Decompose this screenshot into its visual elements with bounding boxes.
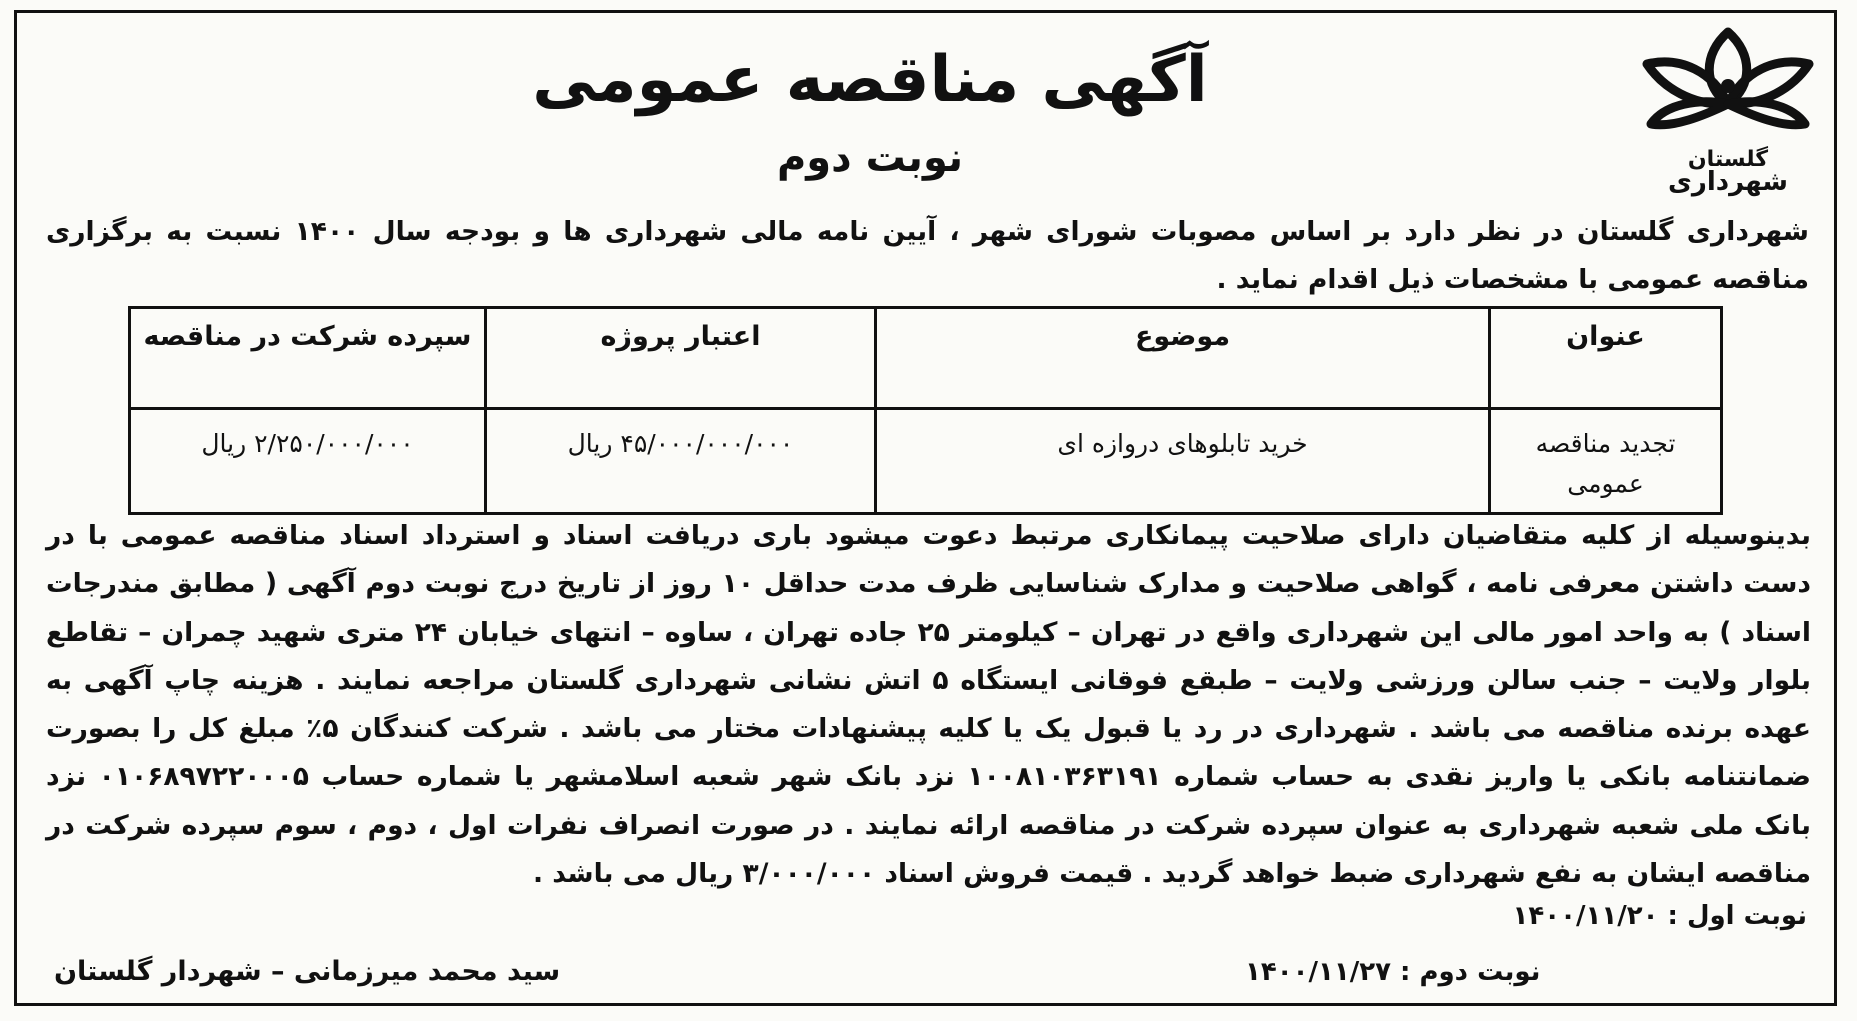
logo-line-1: گلستان [1687, 147, 1769, 172]
cell-subject: خرید تابلوهای دروازه ای [876, 409, 1490, 514]
cell-deposit: ۲/۲۵۰/۰۰۰/۰۰۰ ریال [130, 409, 486, 514]
logo-text [1633, 147, 1823, 197]
page-subtitle: نوبت دوم [776, 135, 964, 181]
header-cell-deposit: سپرده شرکت در مناقصه [130, 308, 486, 409]
header-cell-subject: موضوع [876, 308, 1490, 409]
table-header-row [130, 308, 1722, 409]
cell-budget: ۴۵/۰۰۰/۰۰۰/۰۰۰ ریال [486, 409, 876, 514]
first-round-date: نوبت اول : ۱۴۰۰/۱۱/۲۰ [1512, 901, 1807, 931]
logo-line-2: شهرداری [1668, 167, 1788, 197]
page-title: آگهی مناقصه عمومی [532, 43, 1208, 117]
body-paragraph: بدینوسیله از کلیه متقاضیان دارای صلاحیت پیمانکاری مرتبط دعوت میشود باری دریافت اسناد و استرداد اسناد مناقصه عمومی با در دست داشتن معرفی نامه ، گواهی صلاحیت و مدارک شناسایی ظرف مدت حداقل ۱۰ روز از تاریخ درج نوبت دوم آگهی ( مطابق مندرجات اسناد ) به واحد امور مالی این شهرداری واقع در تهران – کیلومتر ۲۵ جاده تهران ، ساوه – انتهای خیابان ۲۴ متری شهید چمران – تقاطع بلوار ولایت – جنب سالن ورزشی ولایت – طبقع فوقانی ایستگاه ۵ اتش نشانی شهرداری گلستان مراجعه نمایند . هزینه چاپ آگهی به عهده برنده مناقصه می باشد . شهرداری در رد یا قبول یک یا کلیه پیشنهادات مختار می باشد . شرکت کنندگان ۵٪ مبلغ کل را بصورت ضمانتنامه بانکی یا واریز نقدی به حساب شماره ۱۰۰۸۱۰۳۶۳۱۹۱ نزد بانک شهر شعبه اسلامشهر یا شماره حساب ۰۱۰۶۸۹۷۲۲۰۰۰۵ نزد بانک ملی شعبه شهرداری به عنوان سپرده شرکت در مناقصه ارائه نمایند . در صورت انصراف نفرات اول ، دوم ، سوم سپرده شرکت در مناقصه ایشان به نفع شهرداری ضبط خواهد گردید . قیمت فروش اسناد ۳/۰۰۰/۰۰۰ ریال می باشد . [46, 520, 1812, 890]
header-cell-budget: اعتبار پروژه [486, 308, 876, 409]
cell-title: تجدید مناقصه عمومی [1490, 409, 1722, 514]
municipality-logo [1633, 24, 1823, 197]
header-cell-title: عنوان [1490, 308, 1722, 409]
table-row [130, 409, 1722, 514]
signature: سید محمد میرزمانی – شهردار گلستان [54, 956, 561, 987]
flower-logo-icon [1633, 24, 1823, 154]
intro-paragraph: شهرداری گلستان در نظر دارد بر اساس مصوبات شورای شهر ، آیین نامه مالی شهرداری ها و بودجه سال ۱۴۰۰ نسبت به برگزاری مناقصه عمومی با مشخصات ذیل اقدام نماید . [46, 216, 1809, 295]
second-round-date: نوبت دوم : ۱۴۰۰/۱۱/۲۷ [1245, 957, 1541, 987]
tender-table [128, 306, 1723, 515]
